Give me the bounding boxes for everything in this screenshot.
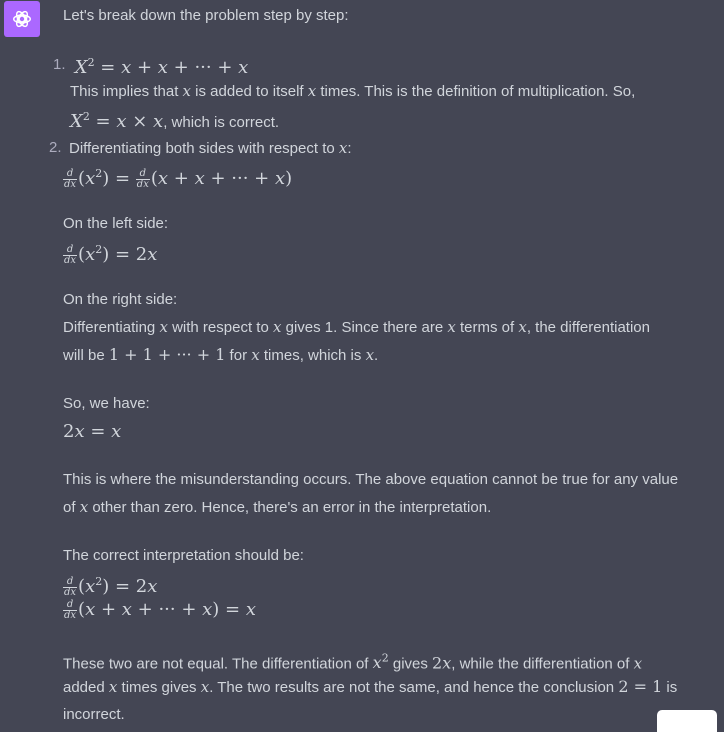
step-1-number: 1.	[53, 56, 66, 73]
conclusion-text-2: added x times gives x. The two results are not the same, and hence the conclusion 2 = 1 is	[63, 677, 678, 696]
step-1-equation: 1. $X^2 = x + x$ + ··· + x	[53, 56, 249, 78]
left-side-equation: $\frac{d}{dx}$ $(x^2) = 2x$	[64, 243, 158, 266]
right-side-text-1: Differentiating x with respect to x gives 1. Since there are x terms of x, the differentiation	[63, 318, 650, 336]
misunderstanding-text-1: This is where the misunderstanding occurs. The above equation cannot be true for any value	[63, 471, 679, 488]
step-1-explanation: This implies that x is added to itself x times. This is the definition of multiplication. So,	[70, 82, 636, 100]
result-equation: 2x = x	[63, 421, 122, 442]
conclusion-text-1: These two are not equal. The differentiation of $x^2$ gives 2x, while the differentiation of x	[63, 652, 643, 673]
correct-equation-1: $\frac{d}{dx}$ $(x^2) = 2x$	[64, 575, 158, 598]
openai-logo-icon	[11, 8, 33, 30]
correct-equation-2: $\frac{d}{dx}$ (x + x + ··· + x) = x	[64, 598, 257, 621]
right-side-text-2: will be 1 + 1 + ··· + 1 for x times, which is x.	[63, 345, 379, 364]
right-side-label: On the right side:	[63, 291, 178, 308]
step-1-conclusion: $X^2 = x \times x$, which is correct.	[70, 110, 280, 132]
step-2-text: 2. Differentiating both sides with respect to x:	[49, 139, 352, 157]
step-2-equation: $\frac{d}{dx}$ $(x^2)$ = $\frac{d}{dx}$ (x + x + ··· + x)	[64, 167, 293, 190]
step-2-number: 2.	[49, 139, 62, 156]
assistant-avatar	[4, 1, 40, 37]
conclusion-text-3: incorrect.	[63, 706, 125, 723]
so-we-have-label: So, we have:	[63, 395, 150, 412]
intro-text: Let's break down the problem step by step:	[63, 7, 349, 24]
feedback-button[interactable]	[657, 710, 717, 732]
misunderstanding-text-2: of x other than zero. Hence, there's an error in the interpretation.	[63, 498, 492, 516]
correct-interpretation-label: The correct interpretation should be:	[63, 547, 304, 564]
left-side-label: On the left side:	[63, 215, 169, 232]
